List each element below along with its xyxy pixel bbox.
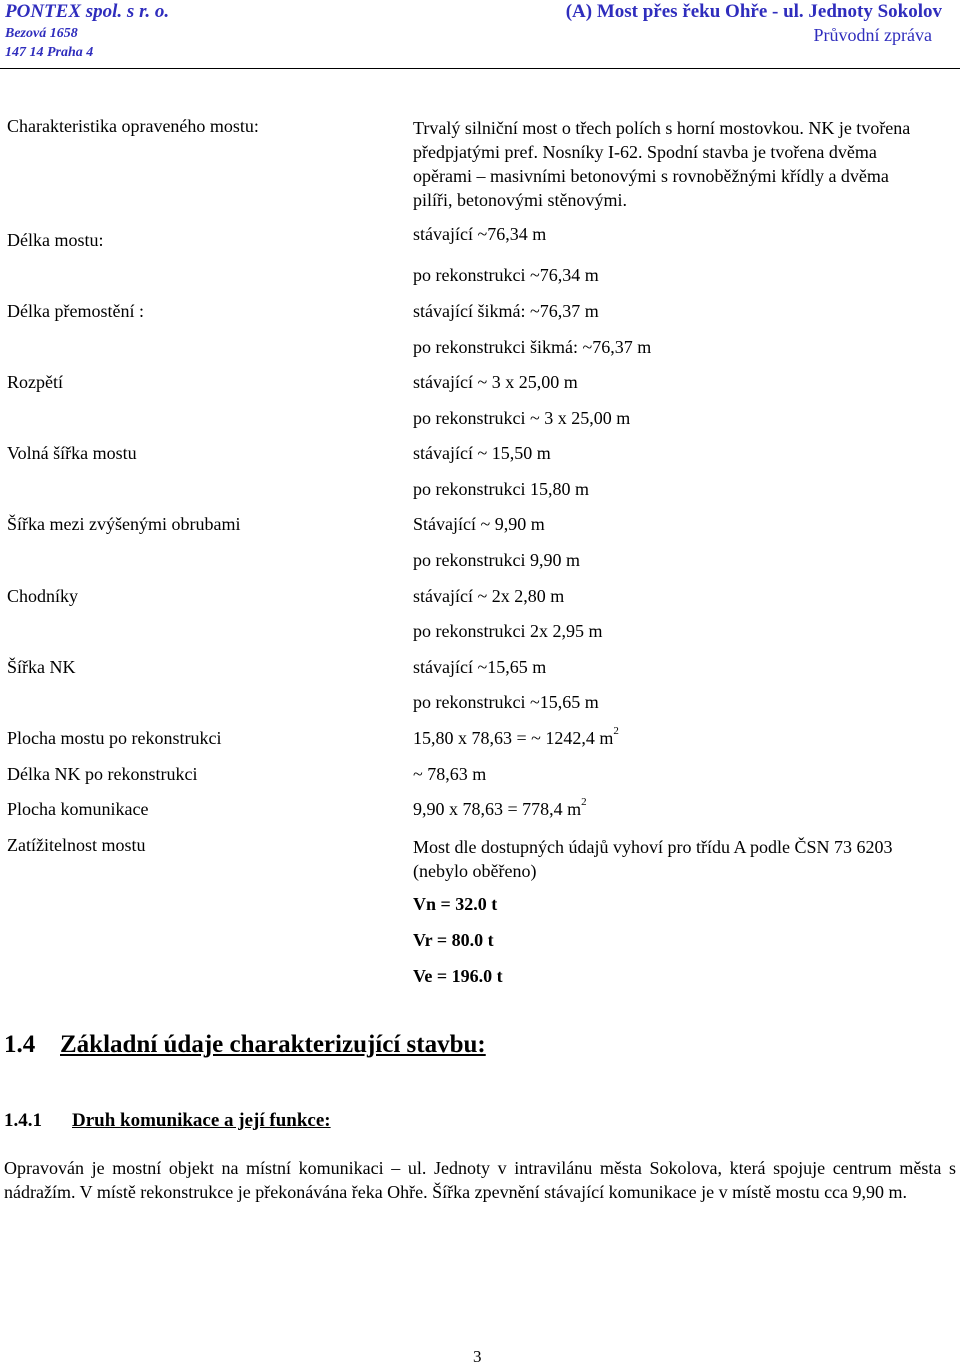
label-delka-mostu: Délka mostu: [7,230,104,250]
label-sirka-nk: Šířka NK [7,657,76,677]
value-ve: Ve = 196.0 t [413,966,503,986]
value-sirka-obrubami-current: Stávající ~ 9,90 m [413,514,545,534]
document-type: Průvodní zpráva [813,25,932,45]
value-rozpeti-after: po rekonstrukci ~ 3 x 25,00 m [413,408,631,428]
label-zatizitelnost: Zatížitelnost mostu [7,835,146,855]
value-rozpeti-current: stávající ~ 3 x 25,00 m [413,372,578,392]
section-1-4-1-heading [4,1110,331,1132]
value-volna-sirka-after: po rekonstrukci 15,80 m [413,479,589,499]
label-plocha-mostu: Plocha mostu po rekonstrukci [7,728,222,748]
value-volna-sirka-current: stávající ~ 15,50 m [413,443,551,463]
label-chodniky: Chodníky [7,586,79,606]
value-delka-premosteni-after: po rekonstrukci šikmá: ~76,37 m [413,337,652,357]
company-name: PONTEX spol. s r. o. [5,1,170,22]
value-chodniky-after: po rekonstrukci 2x 2,95 m [413,621,603,641]
value-delka-nk: ~ 78,63 m [413,764,487,784]
label-volna-sirka: Volná šířka mostu [7,443,137,463]
plocha-mostu-exponent: 2 [613,725,619,737]
page-number: 3 [473,1347,482,1366]
value-chodniky-current: stávající ~ 2x 2,80 m [413,586,565,606]
label-delka-premosteni: Délka přemostění : [7,301,144,321]
value-delka-mostu-current: stávající ~76,34 m [413,224,547,244]
value-plocha-mostu [413,725,619,749]
plocha-mostu-text: 15,80 x 78,63 = ~ 1242,4 m [413,728,614,748]
value-sirka-obrubami-after: po rekonstrukci 9,90 m [413,550,580,570]
section-1-4-1-title: Druh komunikace a její funkce: [72,1110,331,1131]
value-sirka-nk-current: stávající ~15,65 m [413,657,547,677]
value-sirka-nk-after: po rekonstrukci ~15,65 m [413,692,599,712]
company-street: Bezová 1658 [5,26,78,41]
section-1-4-title: Základní údaje charakterizující stavbu: [60,1031,486,1058]
section-1-4-1-number: 1.4.1 [4,1110,42,1131]
label-plocha-komunikace: Plocha komunikace [7,799,149,819]
label-sirka-obrubami: Šířka mezi zvýšenými obrubami [7,514,241,534]
plocha-komunikace-text: 9,90 x 78,63 = 778,4 m [413,799,582,819]
value-charakteristika: Trvalý silniční most o třech polích s horní mostovkou. NK je tvořena předpjatými pref. Nosníky I-62. Spodní stavba je tvořena dvěma opěrami – masivními betonovými s rovnoběžnými křídly a dvěma pilíři, betonovými stěnovými. [413,118,911,210]
section-1-4-1-paragraph: Opravován je mostní objekt na místní komunikaci – ul. Jednoty v intravilánu města Sokolova, která spojuje centrum města s nádražím. V místě rekonstrukce je překonávána řeka Ohře. Šířka zpevnění stávající komunikace je v místě mostu cca 9,90 m. [4,1158,956,1202]
value-vr: Vr = 80.0 t [413,930,494,950]
section-1-4-heading [4,1031,486,1059]
value-delka-mostu-after: po rekonstrukci ~76,34 m [413,265,599,285]
label-rozpeti: Rozpětí [7,372,63,392]
value-plocha-komunikace [413,796,587,820]
value-zatizitelnost: Most dle dostupných údajů vyhoví pro třídu A podle ČSN 73 6203 (nebylo oběřeno) [413,837,893,881]
label-charakteristika: Charakteristika opraveného mostu: [7,116,259,136]
value-vn: Vn = 32.0 t [413,894,498,914]
section-1-4-number: 1.4 [4,1031,36,1058]
value-delka-premosteni-current: stávající šikmá: ~76,37 m [413,301,599,321]
plocha-komunikace-exponent: 2 [581,796,587,808]
company-city: 147 14 Praha 4 [5,45,94,60]
project-title: (A) Most přes řeku Ohře - ul. Jednoty Sokolov [565,1,942,22]
header-divider [0,68,960,69]
label-delka-nk: Délka NK po rekonstrukci [7,764,198,784]
